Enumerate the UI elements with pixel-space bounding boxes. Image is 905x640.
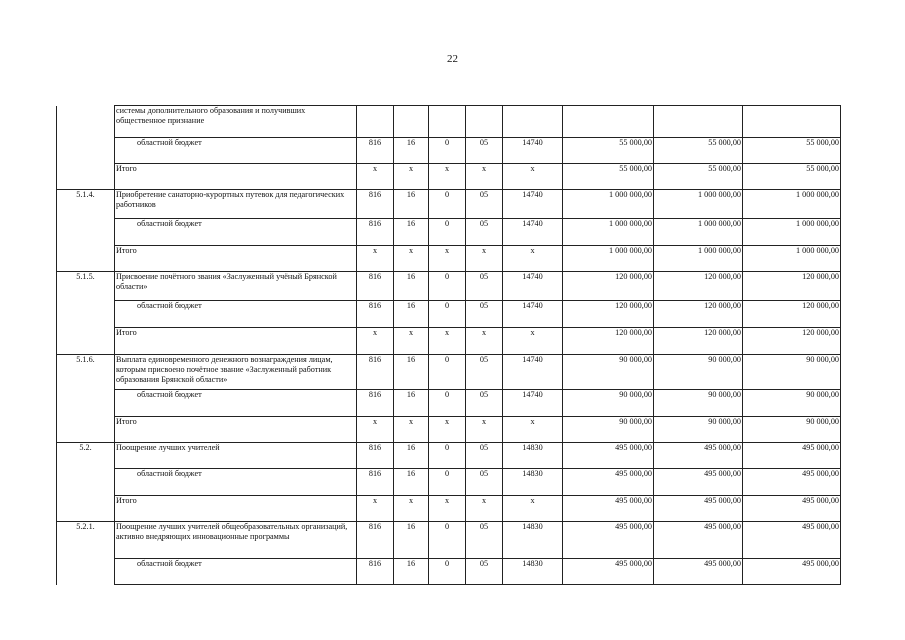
code-cell: 14740: [503, 219, 563, 246]
amount-cell: 55 000,00: [743, 138, 841, 164]
amount-cell: 55 000,00: [743, 164, 841, 190]
row-number: [57, 106, 115, 138]
code-cell: x: [394, 328, 429, 355]
code-cell: x: [429, 496, 466, 522]
code-cell: 05: [466, 469, 503, 496]
code-cell: 16: [394, 272, 429, 301]
amount-cell: 90 000,00: [654, 390, 743, 417]
code-cell: x: [466, 417, 503, 443]
code-cell: x: [503, 496, 563, 522]
row-number: 5.1.5.: [57, 272, 115, 301]
code-cell: 16: [394, 138, 429, 164]
table-row: [57, 301, 841, 328]
code-cell: x: [357, 496, 394, 522]
table-row: [57, 106, 841, 138]
row-number: 5.2.: [57, 443, 115, 469]
code-cell: 14830: [503, 469, 563, 496]
code-cell: x: [394, 496, 429, 522]
amount-cell: 1 000 000,00: [743, 246, 841, 272]
row-name: Поощрение лучших учителей общеобразовательных организаций, активно внедряющих инновационные программы: [115, 522, 357, 559]
amount-cell: 90 000,00: [743, 417, 841, 443]
amount-cell: 55 000,00: [654, 164, 743, 190]
row-number: [57, 301, 115, 328]
row-name: областной бюджет: [115, 138, 357, 164]
code-cell: 0: [429, 469, 466, 496]
amount-cell: 1 000 000,00: [743, 190, 841, 219]
table-row: [57, 469, 841, 496]
amount-cell: 495 000,00: [743, 559, 841, 585]
amount-cell: 120 000,00: [654, 272, 743, 301]
code-cell: x: [429, 417, 466, 443]
code-cell: 14740: [503, 390, 563, 417]
code-cell: 816: [357, 390, 394, 417]
code-cell: 05: [466, 272, 503, 301]
row-name: Итого: [115, 496, 357, 522]
amount-cell: 90 000,00: [654, 417, 743, 443]
amount-cell: 495 000,00: [654, 443, 743, 469]
code-cell: 816: [357, 138, 394, 164]
code-cell: 816: [357, 272, 394, 301]
code-cell: 05: [466, 190, 503, 219]
code-cell: 16: [394, 301, 429, 328]
code-cell: [466, 106, 503, 138]
row-number: [57, 417, 115, 443]
table-row: [57, 355, 841, 390]
amount-cell: 495 000,00: [563, 469, 654, 496]
amount-cell: 495 000,00: [743, 522, 841, 559]
row-name: областной бюджет: [115, 559, 357, 585]
amount-cell: 90 000,00: [563, 390, 654, 417]
amount-cell: 1 000 000,00: [743, 219, 841, 246]
row-name: областной бюджет: [115, 469, 357, 496]
code-cell: x: [429, 164, 466, 190]
amount-cell: 495 000,00: [654, 559, 743, 585]
code-cell: 816: [357, 522, 394, 559]
code-cell: 14830: [503, 522, 563, 559]
code-cell: 816: [357, 469, 394, 496]
amount-cell: 495 000,00: [743, 496, 841, 522]
amount-cell: 1 000 000,00: [654, 190, 743, 219]
row-name: системы дополнительного образования и получивших общественное признание: [115, 106, 357, 138]
code-cell: 0: [429, 355, 466, 390]
code-cell: 16: [394, 219, 429, 246]
amount-cell: 495 000,00: [654, 522, 743, 559]
code-cell: 05: [466, 559, 503, 585]
amount-cell: 55 000,00: [563, 138, 654, 164]
code-cell: 816: [357, 355, 394, 390]
code-cell: 14740: [503, 301, 563, 328]
code-cell: 16: [394, 559, 429, 585]
code-cell: [429, 106, 466, 138]
code-cell: 05: [466, 355, 503, 390]
table-row: [57, 246, 841, 272]
code-cell: x: [357, 164, 394, 190]
code-cell: x: [503, 328, 563, 355]
row-number: [57, 219, 115, 246]
table-row: [57, 190, 841, 219]
amount-cell: 90 000,00: [743, 355, 841, 390]
code-cell: 05: [466, 443, 503, 469]
code-cell: x: [466, 328, 503, 355]
code-cell: 14740: [503, 138, 563, 164]
amount-cell: 120 000,00: [654, 301, 743, 328]
code-cell: 14830: [503, 443, 563, 469]
code-cell: 816: [357, 443, 394, 469]
code-cell: x: [503, 246, 563, 272]
table-row: [57, 522, 841, 559]
code-cell: 16: [394, 190, 429, 219]
code-cell: [503, 106, 563, 138]
code-cell: 816: [357, 559, 394, 585]
amount-cell: 120 000,00: [563, 272, 654, 301]
code-cell: x: [429, 328, 466, 355]
amount-cell: [563, 106, 654, 138]
row-name: областной бюджет: [115, 219, 357, 246]
code-cell: x: [357, 417, 394, 443]
amount-cell: 55 000,00: [654, 138, 743, 164]
row-number: [57, 469, 115, 496]
code-cell: x: [503, 164, 563, 190]
table-row: [57, 272, 841, 301]
code-cell: 0: [429, 390, 466, 417]
code-cell: 05: [466, 138, 503, 164]
amount-cell: 495 000,00: [654, 496, 743, 522]
code-cell: 14740: [503, 190, 563, 219]
table-row: [57, 496, 841, 522]
table-row: [57, 390, 841, 417]
table-row: [57, 138, 841, 164]
budget-table: [56, 105, 841, 585]
row-name: Итого: [115, 417, 357, 443]
code-cell: x: [466, 496, 503, 522]
code-cell: 0: [429, 272, 466, 301]
code-cell: 816: [357, 219, 394, 246]
amount-cell: 120 000,00: [654, 328, 743, 355]
row-name: Итого: [115, 164, 357, 190]
amount-cell: 1 000 000,00: [654, 219, 743, 246]
code-cell: [394, 106, 429, 138]
amount-cell: 495 000,00: [563, 522, 654, 559]
amount-cell: 120 000,00: [743, 301, 841, 328]
amount-cell: 90 000,00: [563, 355, 654, 390]
amount-cell: 495 000,00: [563, 559, 654, 585]
code-cell: 16: [394, 469, 429, 496]
code-cell: 14830: [503, 559, 563, 585]
code-cell: 0: [429, 219, 466, 246]
row-number: 5.1.4.: [57, 190, 115, 219]
amount-cell: [743, 106, 841, 138]
amount-cell: 90 000,00: [743, 390, 841, 417]
code-cell: 14740: [503, 355, 563, 390]
code-cell: 16: [394, 522, 429, 559]
amount-cell: 120 000,00: [563, 301, 654, 328]
row-name: Приобретение санаторно-курортных путевок для педагогических работников: [115, 190, 357, 219]
code-cell: 816: [357, 301, 394, 328]
code-cell: 14740: [503, 272, 563, 301]
table-row: [57, 417, 841, 443]
amount-cell: 90 000,00: [654, 355, 743, 390]
code-cell: 16: [394, 390, 429, 417]
row-number: [57, 496, 115, 522]
amount-cell: 1 000 000,00: [563, 190, 654, 219]
code-cell: x: [357, 328, 394, 355]
code-cell: 816: [357, 190, 394, 219]
code-cell: 0: [429, 559, 466, 585]
row-number: 5.2.1.: [57, 522, 115, 559]
amount-cell: 1 000 000,00: [563, 246, 654, 272]
table-row: [57, 328, 841, 355]
code-cell: 0: [429, 138, 466, 164]
row-name: областной бюджет: [115, 390, 357, 417]
amount-cell: 55 000,00: [563, 164, 654, 190]
row-name: областной бюджет: [115, 301, 357, 328]
code-cell: [357, 106, 394, 138]
amount-cell: 120 000,00: [743, 272, 841, 301]
amount-cell: 495 000,00: [743, 443, 841, 469]
row-number: [57, 164, 115, 190]
table-body: [57, 106, 841, 585]
code-cell: 0: [429, 522, 466, 559]
row-number: [57, 246, 115, 272]
row-name: Итого: [115, 246, 357, 272]
row-name: Присвоение почётного звания «Заслуженный учёный Брянской области»: [115, 272, 357, 301]
code-cell: 0: [429, 190, 466, 219]
row-number: 5.1.6.: [57, 355, 115, 390]
page-number: 22: [447, 53, 458, 65]
code-cell: 0: [429, 443, 466, 469]
code-cell: 05: [466, 219, 503, 246]
amount-cell: 120 000,00: [563, 328, 654, 355]
row-name: Выплата единовременного денежного вознаграждения лицам, которым присвоено почётное звание «Заслуженный работник образования Брянской области»: [115, 355, 357, 390]
table-row: [57, 219, 841, 246]
row-number: [57, 559, 115, 585]
code-cell: x: [466, 164, 503, 190]
table-row: [57, 559, 841, 585]
amount-cell: 1 000 000,00: [563, 219, 654, 246]
amount-cell: [654, 106, 743, 138]
amount-cell: 495 000,00: [563, 496, 654, 522]
code-cell: 05: [466, 301, 503, 328]
code-cell: 0: [429, 301, 466, 328]
code-cell: 16: [394, 443, 429, 469]
amount-cell: 495 000,00: [563, 443, 654, 469]
row-number: [57, 390, 115, 417]
code-cell: 05: [466, 390, 503, 417]
row-name: Итого: [115, 328, 357, 355]
table-row: [57, 164, 841, 190]
code-cell: x: [466, 246, 503, 272]
amount-cell: 90 000,00: [563, 417, 654, 443]
amount-cell: 495 000,00: [743, 469, 841, 496]
code-cell: x: [357, 246, 394, 272]
code-cell: x: [394, 417, 429, 443]
code-cell: x: [394, 246, 429, 272]
code-cell: 05: [466, 522, 503, 559]
code-cell: x: [394, 164, 429, 190]
row-number: [57, 138, 115, 164]
row-name: Поощрение лучших учителей: [115, 443, 357, 469]
row-number: [57, 328, 115, 355]
amount-cell: 495 000,00: [654, 469, 743, 496]
amount-cell: 120 000,00: [743, 328, 841, 355]
code-cell: 16: [394, 355, 429, 390]
code-cell: x: [503, 417, 563, 443]
code-cell: x: [429, 246, 466, 272]
amount-cell: 1 000 000,00: [654, 246, 743, 272]
table-row: [57, 443, 841, 469]
